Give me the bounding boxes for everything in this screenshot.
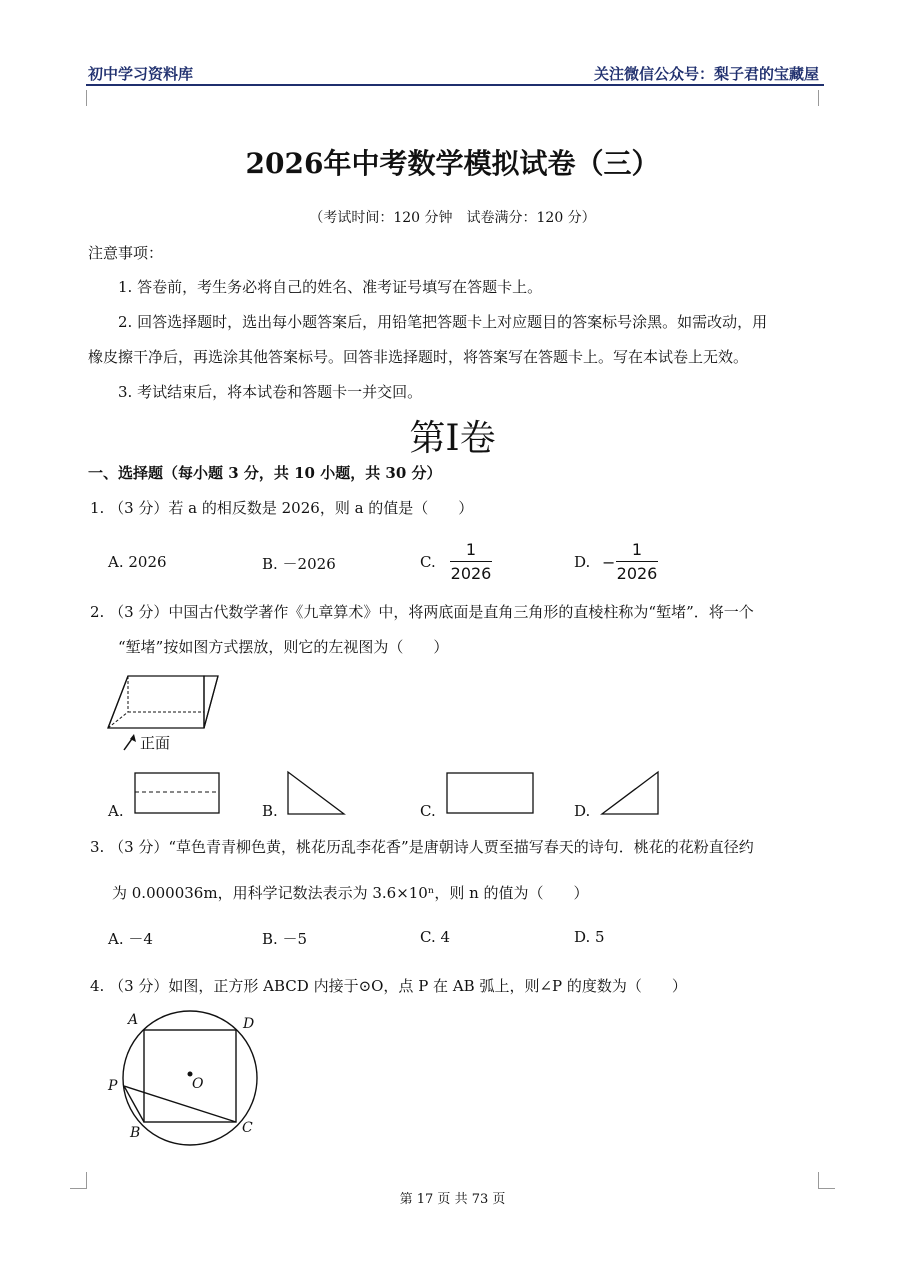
notice-item-2: 2. 回答选择题时，选出每小题答案后，用铅笔把答题卡上对应题目的答案标号涂黑。如需改动，用 <box>118 313 768 331</box>
q1-option-d-sign: − <box>602 553 616 572</box>
q2-option-c-label: C. <box>420 802 436 820</box>
q2-option-a-figure <box>134 772 222 816</box>
q1-option-b: B. －2026 <box>262 555 336 573</box>
q2-option-c-figure <box>446 772 536 816</box>
fraction-denominator: 2026 <box>450 564 492 583</box>
q2-option-d-label: D. <box>574 802 591 820</box>
exam-info: （考试时间：120 分钟 试卷满分：120 分） <box>309 210 596 226</box>
point-p-label: P <box>108 1078 118 1094</box>
q2-option-b-label: B. <box>262 802 278 820</box>
question-3-line-1: 3. （3 分）“草色青青柳色黄，桃花历乱李花香”是唐朝诗人贾至描写春天的诗句．桃花的花粉直径约 <box>90 838 754 856</box>
question-2-line-1: 2. （3 分）中国古代数学著作《九章算术》中，将两底面是直角三角形的直棱柱称为“堑堵”．将一个 <box>90 603 754 621</box>
header-left: 初中学习资料库 <box>88 65 194 83</box>
point-c-label: C <box>242 1120 253 1136</box>
question-2-line-2: “堑堵”按如图方式摆放，则它的左视图为（ ） <box>118 638 449 656</box>
q1-option-d-fraction <box>616 540 658 583</box>
q1-option-a: A. 2026 <box>108 553 167 571</box>
header-divider <box>86 84 824 86</box>
point-b-label: B <box>130 1125 141 1141</box>
notice-heading: 注意事项： <box>88 244 164 262</box>
q2-option-b-figure <box>286 770 348 816</box>
notice-item-2-cont: 橡皮擦干净后，再选涂其他答案标号。回答非选择题时，将答案写在答题卡上。写在本试卷上无效。 <box>88 348 749 366</box>
notice-item-3: 3. 考试结束后，将本试卷和答题卡一并交回。 <box>118 383 423 401</box>
page-title: 2026年中考数学模拟试卷（三） <box>245 147 660 180</box>
corner-mark <box>818 90 835 106</box>
corner-mark <box>70 1172 87 1189</box>
q1-option-d-label: D. <box>574 553 591 571</box>
notice-item-1: 1. 答卷前，考生务必将自己的姓名、准考证号填写在答题卡上。 <box>118 278 543 296</box>
question-3-line-2: 为 0.000036m，用科学记数法表示为 3.6×10ⁿ，则 n 的值为（ ） <box>112 884 589 902</box>
point-d-label: D <box>243 1016 255 1032</box>
section-heading: 一、选择题（每小题 3 分，共 10 小题，共 30 分） <box>88 464 442 482</box>
q1-option-c-label: C. <box>420 553 436 571</box>
q2-option-d-figure <box>600 770 662 816</box>
q3-option-d: D. 5 <box>574 928 605 946</box>
fraction-denominator: 2026 <box>616 564 658 583</box>
q3-option-a: A. －4 <box>108 930 153 948</box>
point-o-label: O <box>192 1076 204 1092</box>
question-4-stem: 4. （3 分）如图，正方形 ABCD 内接于⊙O，点 P 在 AB 弧上，则∠P 的度数为（ ） <box>90 977 687 995</box>
fraction-numerator: 1 <box>631 540 643 559</box>
q2-option-a-label: A. <box>108 802 124 820</box>
fraction-numerator: 1 <box>465 540 477 559</box>
corner-mark <box>70 90 87 106</box>
q3-option-b: B. －5 <box>262 930 308 948</box>
q3-option-c: C. 4 <box>420 928 451 946</box>
front-view-label: 正面 <box>140 734 171 752</box>
point-a-label: A <box>128 1012 139 1028</box>
volume-title: 第Ⅰ卷 <box>409 418 496 459</box>
question-1-stem: 1. （3 分）若 a 的相反数是 2026，则 a 的值是（ ） <box>90 499 474 517</box>
header-right: 关注微信公众号：梨子君的宝藏屋 <box>593 65 819 83</box>
q1-option-c-fraction <box>450 540 492 583</box>
corner-mark <box>818 1172 835 1189</box>
page-number: 第 17 页 共 73 页 <box>399 1192 506 1207</box>
